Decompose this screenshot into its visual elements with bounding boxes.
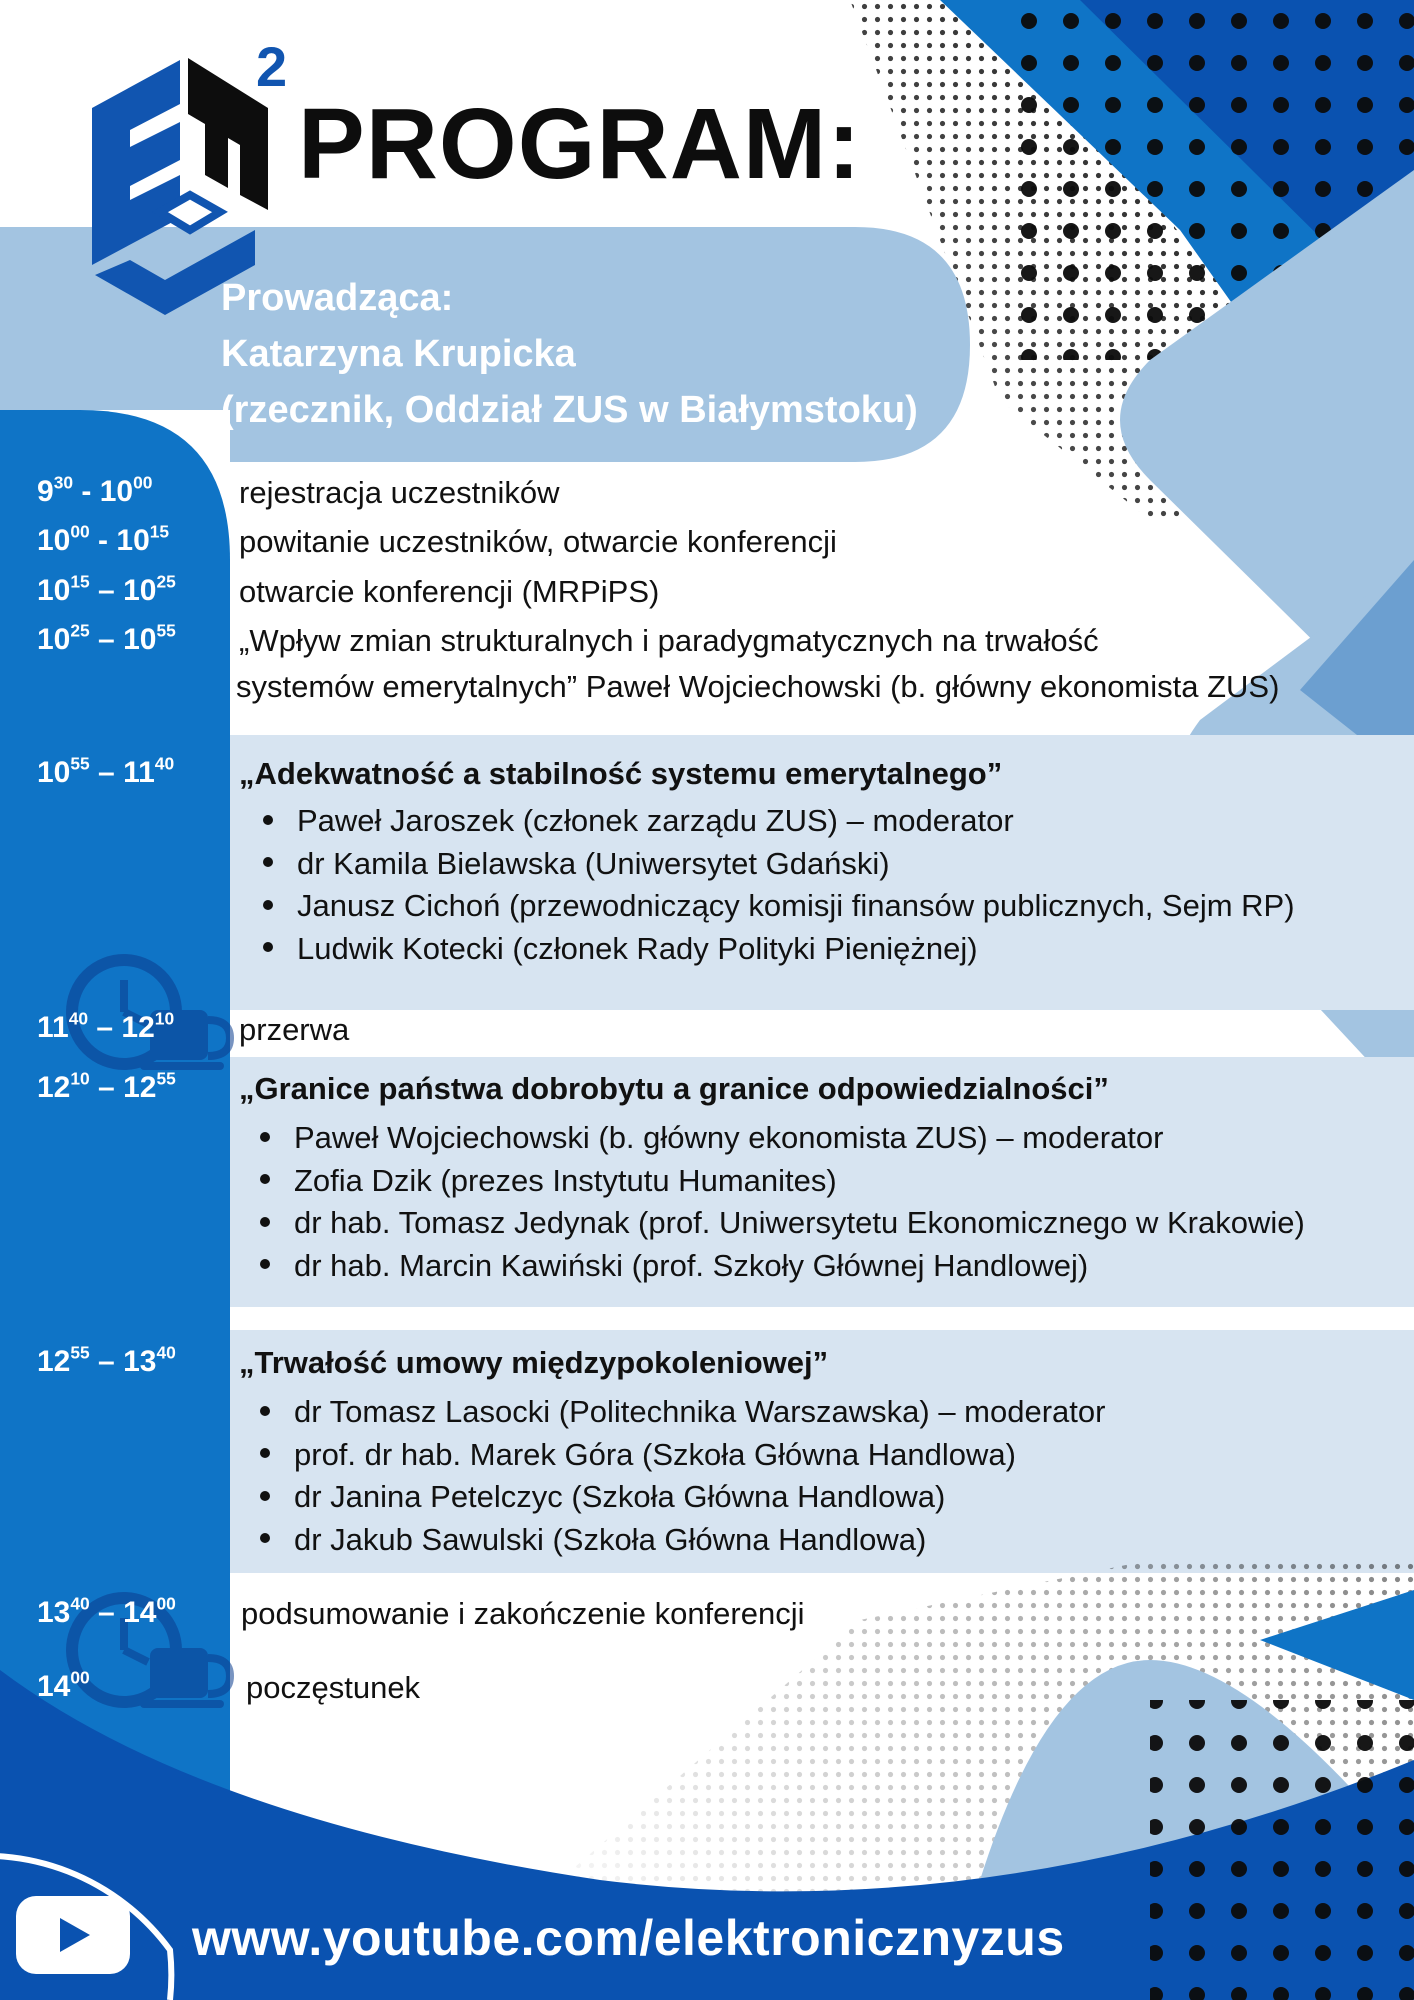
panel-title: „Trwałość umowy międzypokoleniowej”: [239, 1345, 829, 1380]
time-slot: $12^{55} - 13^{40}$: [37, 1342, 176, 1378]
time-slot: $9^{30} - 10^{00}$: [37, 472, 153, 508]
agenda-item: przerwa: [239, 1012, 350, 1047]
time-slot: $14^{00}$: [37, 1667, 90, 1703]
time-slot: $10^{00} - 10^{15}$: [37, 521, 170, 557]
agenda-item: powitanie uczestników, otwarcie konferencji: [239, 524, 837, 559]
youtube-link[interactable]: www.youtube.com/elektronicznyzus: [192, 1910, 1065, 1966]
speaker-item: dr hab. Marcin Kawiński (prof. Szkoły Głównej Handlowej): [260, 1245, 1305, 1288]
speaker-list: [263, 800, 1295, 970]
bottom-dots: [1150, 1700, 1414, 2000]
time-slot: $10^{15} - 10^{25}$: [37, 571, 176, 607]
agenda-item: „Wpływ zmian strukturalnych i paradygmatycznych na trwałość: [239, 623, 1099, 658]
speaker-list: [260, 1117, 1305, 1287]
speaker-item: Paweł Jaroszek (członek zarządu ZUS) – moderator: [263, 800, 1295, 843]
time-slot: $11^{40} - 12^{10}$: [37, 1008, 175, 1044]
logo-superscript: 2: [256, 35, 288, 98]
host-info: [221, 270, 918, 438]
time-slot: $13^{40} - 14^{00}$: [37, 1593, 176, 1629]
speaker-item: dr hab. Tomasz Jedynak (prof. Uniwersytetu Ekonomicznego w Krakowie): [260, 1202, 1305, 1245]
speaker-item: Ludwik Kotecki (członek Rady Polityki Pieniężnej): [263, 928, 1295, 971]
panel-title: „Adekwatność a stabilność systemu emerytalnego”: [239, 756, 1003, 791]
time-slot: $10^{25} - 10^{55}$: [37, 620, 176, 656]
speaker-item: prof. dr hab. Marek Góra (Szkoła Główna Handlowa): [260, 1434, 1105, 1477]
speaker-list: [260, 1391, 1105, 1561]
youtube-play-icon[interactable]: [16, 1896, 130, 1974]
speaker-item: dr Jakub Sawulski (Szkoła Główna Handlowa): [260, 1519, 1105, 1562]
speaker-item: Janusz Cichoń (przewodniczący komisji finansów publicznych, Sejm RP): [263, 885, 1295, 928]
host-name: Katarzyna Krupicka: [221, 333, 576, 375]
page-title: PROGRAM:: [298, 88, 862, 200]
agenda-item: systemów emerytalnych” Paweł Wojciechowski (b. główny ekonomista ZUS): [236, 669, 1280, 704]
time-slot: $10^{55} - 11^{40}$: [37, 753, 175, 789]
speaker-item: dr Kamila Bielawska (Uniwersytet Gdański): [263, 843, 1295, 886]
agenda-item: poczęstunek: [246, 1670, 421, 1705]
agenda-item: rejestracja uczestników: [239, 475, 560, 510]
time-slot: $12^{10} - 12^{55}$: [37, 1068, 176, 1104]
agenda-item: otwarcie konferencji (MRPiPS): [239, 574, 660, 609]
host-role: (rzecznik, Oddział ZUS w Białymstoku): [221, 389, 918, 431]
speaker-item: Paweł Wojciechowski (b. główny ekonomista ZUS) – moderator: [260, 1117, 1305, 1160]
panel-title: „Granice państwa dobrobytu a granice odpowiedzialności”: [239, 1071, 1109, 1106]
speaker-item: dr Tomasz Lasocki (Politechnika Warszawska) – moderator: [260, 1391, 1105, 1434]
speaker-item: dr Janina Petelczyc (Szkoła Główna Handlowa): [260, 1476, 1105, 1519]
host-label: Prowadząca:: [221, 277, 454, 319]
agenda-item: podsumowanie i zakończenie konferencji: [241, 1596, 805, 1631]
speaker-item: Zofia Dzik (prezes Instytutu Humanites): [260, 1160, 1305, 1203]
